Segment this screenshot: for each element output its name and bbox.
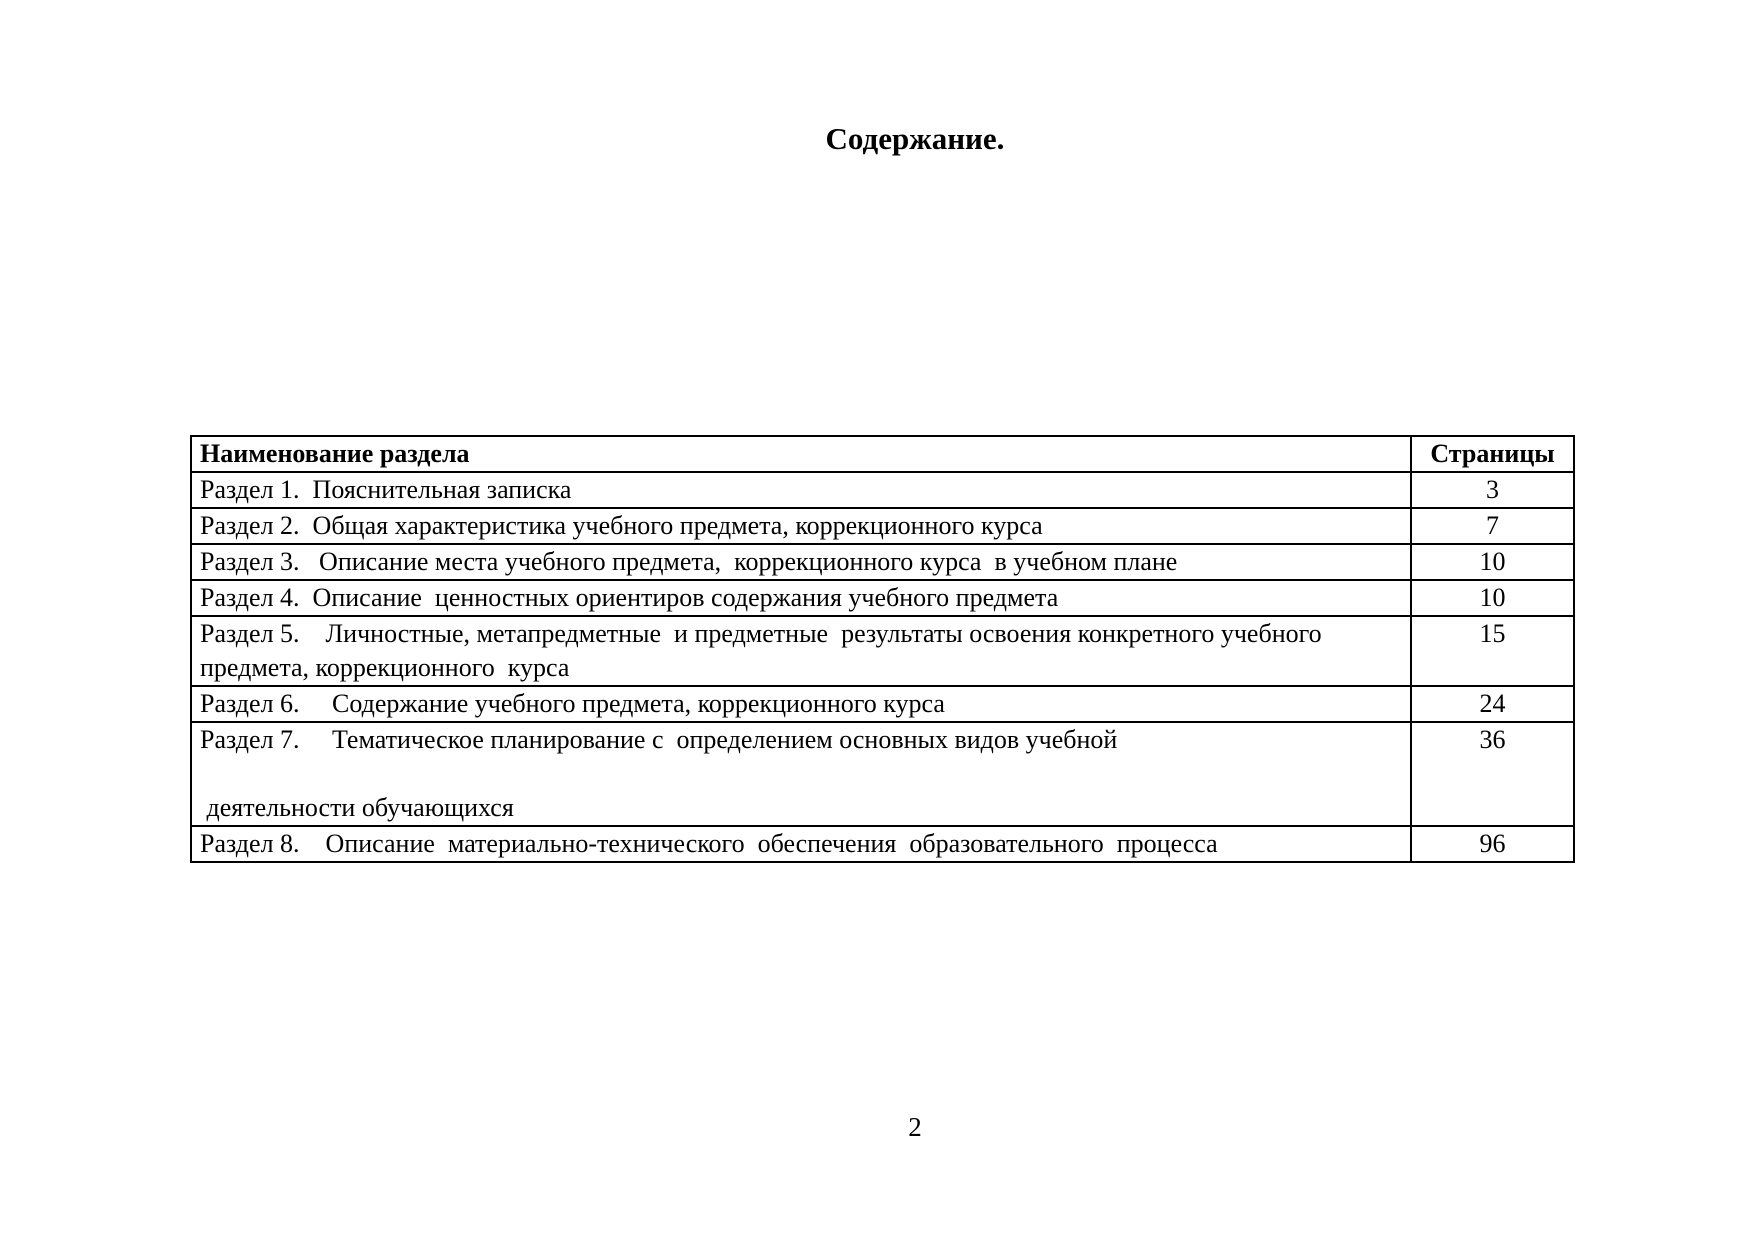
page-number: 2 — [908, 1112, 922, 1142]
section-name: Раздел 8. Описание материально-технического обеспечения образовательного процесса — [191, 826, 1411, 862]
document-title: Содержание. — [825, 121, 1005, 156]
section-page: 3 — [1411, 472, 1574, 508]
table-header-row — [191, 436, 1574, 472]
table-row — [191, 722, 1574, 826]
section-page: 10 — [1411, 580, 1574, 616]
section-page: 96 — [1411, 826, 1574, 862]
section-name: Раздел 3. Описание места учебного предмета, коррекционного курса в учебном плане — [191, 544, 1411, 580]
table-row — [191, 686, 1574, 722]
section-name: Раздел 1. Пояснительная записка — [191, 472, 1411, 508]
section-page: 36 — [1411, 722, 1574, 826]
section-page: 10 — [1411, 544, 1574, 580]
section-name: Раздел 2. Общая характеристика учебного предмета, коррекционного курса — [191, 508, 1411, 544]
column-header-pages: Страницы — [1411, 436, 1574, 472]
table-row — [191, 544, 1574, 580]
column-header-name: Наименование раздела — [191, 436, 1411, 472]
table-row — [191, 616, 1574, 686]
table-row — [191, 580, 1574, 616]
section-page: 15 — [1411, 616, 1574, 686]
table-row — [191, 508, 1574, 544]
section-name: Раздел 7. Тематическое планирование с определением основных видов учебной деятельности обучающихся — [191, 722, 1411, 826]
section-name: Раздел 5. Личностные, метапредметные и предметные результаты освоения конкретного учебного предмета, коррекционного курса — [191, 616, 1411, 686]
table-of-contents — [190, 435, 1575, 863]
table-row — [191, 472, 1574, 508]
section-page: 24 — [1411, 686, 1574, 722]
section-page: 7 — [1411, 508, 1574, 544]
section-name: Раздел 6. Содержание учебного предмета, коррекционного курса — [191, 686, 1411, 722]
table-row — [191, 826, 1574, 862]
section-name: Раздел 4. Описание ценностных ориентиров содержания учебного предмета — [191, 580, 1411, 616]
